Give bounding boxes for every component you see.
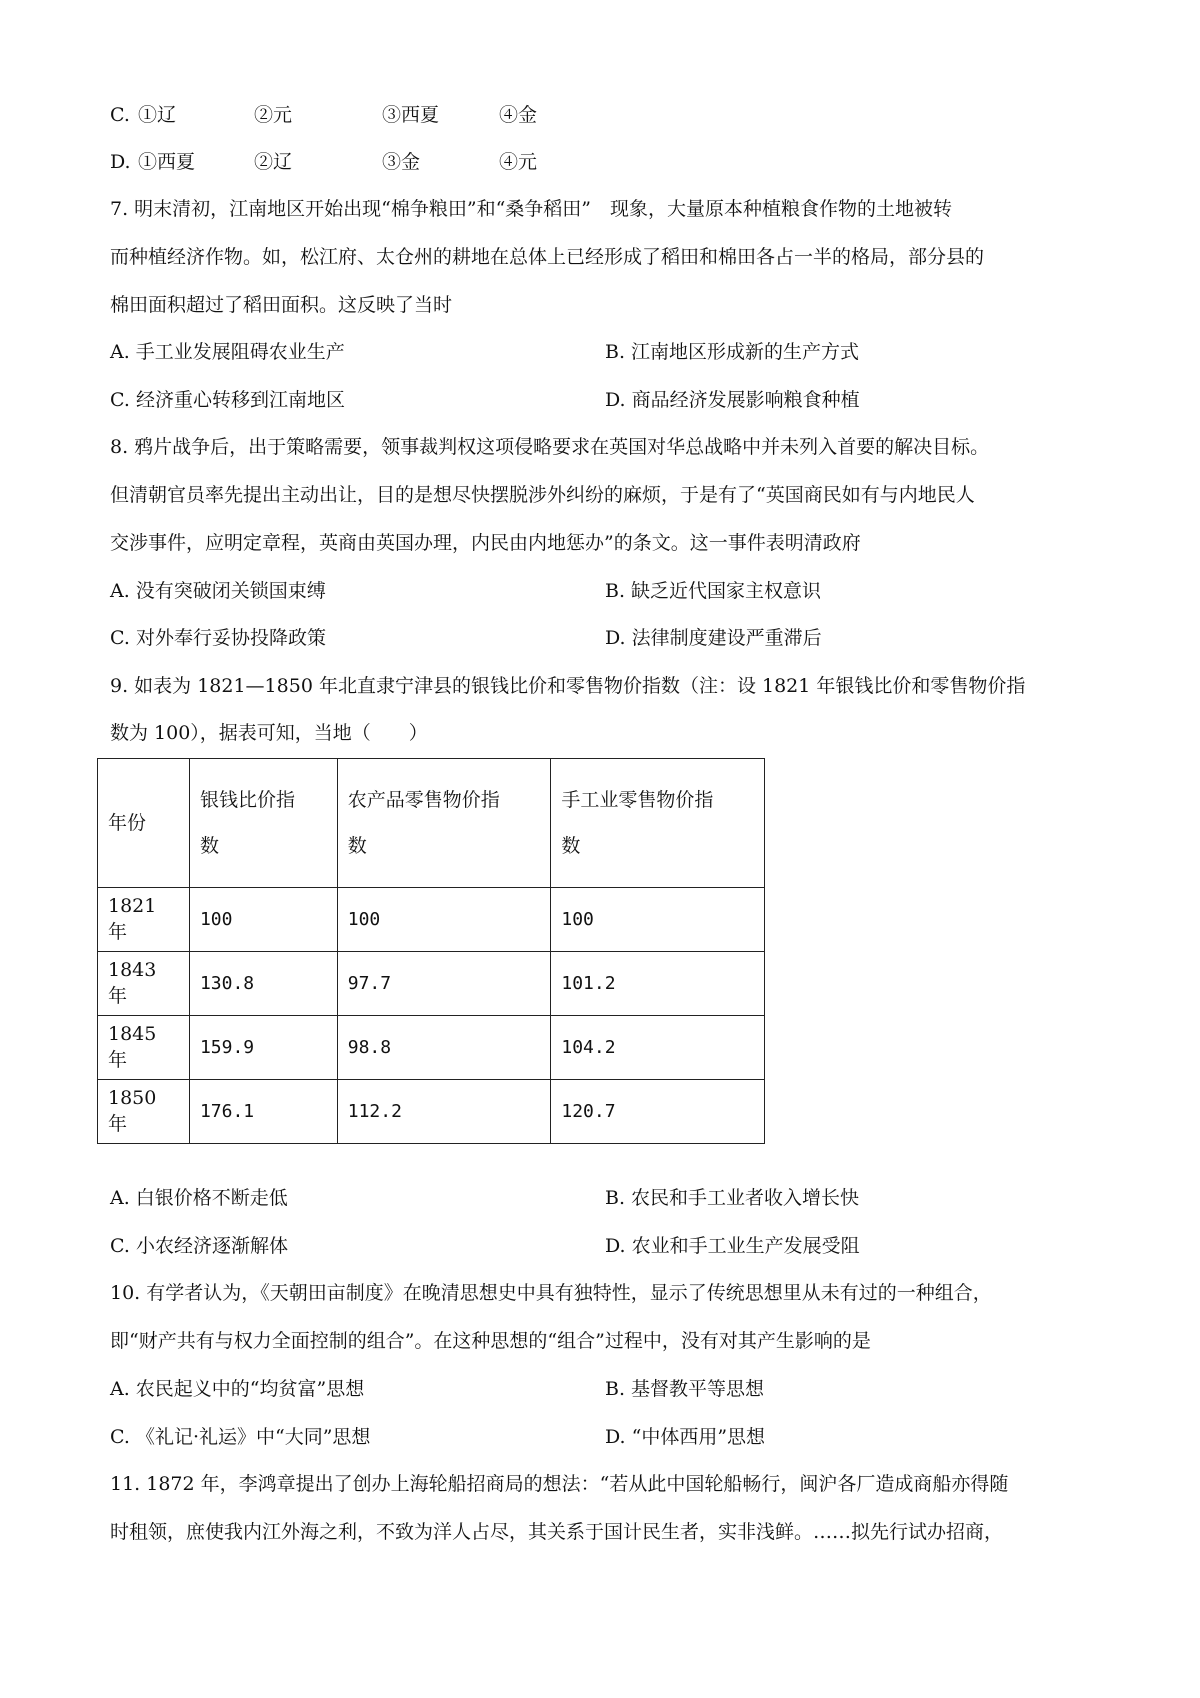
q9-option-c[interactable]: C. 小农经济逐渐解体 [110, 1235, 288, 1257]
q6-option-c-item-3: ③西夏 [382, 104, 440, 126]
q10-option-d[interactable]: D. “中体西用”思想 [605, 1426, 766, 1448]
q8-option-b[interactable]: B. 缺乏近代国家主权意识 [605, 580, 822, 602]
q10-stem-line-1: 10. 有学者认为，《天朝田亩制度》在晚清思想史中具有独特性，显示了传统思想里从未有过的一种组合， [110, 1282, 992, 1304]
table-cell: 176.1 [189, 1080, 337, 1144]
table-header-row [98, 759, 765, 888]
table-cell: 101.2 [551, 952, 765, 1016]
q9-option-a[interactable]: A. 白银价格不断走低 [110, 1187, 288, 1209]
table-cell-year: 1821 年 [98, 888, 190, 952]
table-cell: 120.7 [551, 1080, 765, 1144]
table-row [98, 952, 765, 1016]
table-header-year: 年份 [98, 759, 190, 888]
table-header-handicraft-price: 手工业零售物价指 数 [551, 759, 765, 888]
q11-stem-line-2: 时租领，庶使我内江外海之利，不致为洋人占尽，其关系于国计民生者，实非浅鲜。……拟先行试办招商， [110, 1521, 1004, 1543]
q7-option-a[interactable]: A. 手工业发展阻碍农业生产 [110, 341, 345, 363]
q6-option-d-label: D. [110, 151, 131, 173]
table-header-agri-price: 农产品零售物价指 数 [337, 759, 551, 888]
table-cell: 100 [551, 888, 765, 952]
q9-stem-line-1: 9. 如表为 1821—1850 年北直隶宁津县的银钱比价和零售物价指数（注：设 1821 年银钱比价和零售物价指 [110, 675, 1026, 697]
q10-stem-line-2: 即“财产共有与权力全面控制的组合”。在这种思想的“组合”过程中，没有对其产生影响的是 [110, 1330, 871, 1352]
q8-option-a[interactable]: A. 没有突破闭关锁国束缚 [110, 580, 326, 602]
table-header-silver-ratio: 银钱比价指 数 [189, 759, 337, 888]
table-cell: 130.8 [189, 952, 337, 1016]
q8-option-c[interactable]: C. 对外奉行妥协投降政策 [110, 627, 326, 649]
table-cell: 100 [189, 888, 337, 952]
q8-option-d[interactable]: D. 法律制度建设严重滞后 [605, 627, 822, 649]
table-cell-year: 1843 年 [98, 952, 190, 1016]
q7-option-d[interactable]: D. 商品经济发展影响粮食种植 [605, 389, 860, 411]
q10-option-a[interactable]: A. 农民起义中的“均贫富”思想 [110, 1378, 365, 1400]
table-cell: 98.8 [337, 1016, 551, 1080]
table-row [98, 888, 765, 952]
table-cell: 97.7 [337, 952, 551, 1016]
q8-stem-line-3: 交涉事件，应明定章程，英商由英国办理，内民由内地惩办”的条文。这一事件表明清政府 [110, 532, 861, 554]
q6-option-d-item-4: ④元 [499, 151, 538, 173]
table-row [98, 1016, 765, 1080]
price-index-table [97, 758, 765, 1144]
table-row [98, 1080, 765, 1144]
q7-stem-line-2: 而种植经济作物。如，松江府、太仓州的耕地在总体上已经形成了稻田和棉田各占一半的格局，部分县的 [110, 246, 985, 268]
table-cell: 112.2 [337, 1080, 551, 1144]
q6-option-c-item-2: ②元 [254, 104, 293, 126]
q9-option-b[interactable]: B. 农民和手工业者收入增长快 [605, 1187, 860, 1209]
q9-stem-line-2: 数为 100），据表可知，当地（ ） [110, 722, 428, 744]
table-cell: 100 [337, 888, 551, 952]
q8-stem-line-1: 8. 鸦片战争后，出于策略需要，领事裁判权这项侵略要求在英国对华总战略中并未列入首要的解决目标。 [110, 436, 990, 458]
q6-option-d-item-3: ③金 [382, 151, 421, 173]
table-cell: 104.2 [551, 1016, 765, 1080]
q9-option-d[interactable]: D. 农业和手工业生产发展受阻 [605, 1235, 860, 1257]
q8-stem-line-2: 但清朝官员率先提出主动出让，目的是想尽快摆脱涉外纠纷的麻烦，于是有了“英国商民如有与内地民人 [110, 484, 975, 506]
q6-option-d-item-2: ②辽 [254, 151, 293, 173]
q7-option-b[interactable]: B. 江南地区形成新的生产方式 [605, 341, 860, 363]
table-cell-year: 1850 年 [98, 1080, 190, 1144]
q10-option-c[interactable]: C. 《礼记·礼运》中“大同”思想 [110, 1426, 371, 1448]
q6-option-c-item-1: ①辽 [138, 104, 177, 126]
q7-option-c[interactable]: C. 经济重心转移到江南地区 [110, 389, 345, 411]
q10-option-b[interactable]: B. 基督教平等思想 [605, 1378, 765, 1400]
q7-stem-line-1: 7. 明末清初，江南地区开始出现“棉争粮田”和“桑争稻田” 现象，大量原本种植粮食作物的土地被转 [110, 198, 953, 220]
table-cell-year: 1845 年 [98, 1016, 190, 1080]
q6-option-c-item-4: ④金 [499, 104, 538, 126]
q6-option-d-item-1: ①西夏 [138, 151, 196, 173]
q11-stem-line-1: 11. 1872 年，李鸿章提出了创办上海轮船招商局的想法：“若从此中国轮船畅行，闽沪各厂造成商船亦得随 [110, 1473, 1009, 1495]
q7-stem-line-3: 棉田面积超过了稻田面积。这反映了当时 [110, 294, 453, 316]
q6-option-c-label: C. [110, 104, 130, 126]
table-cell: 159.9 [189, 1016, 337, 1080]
